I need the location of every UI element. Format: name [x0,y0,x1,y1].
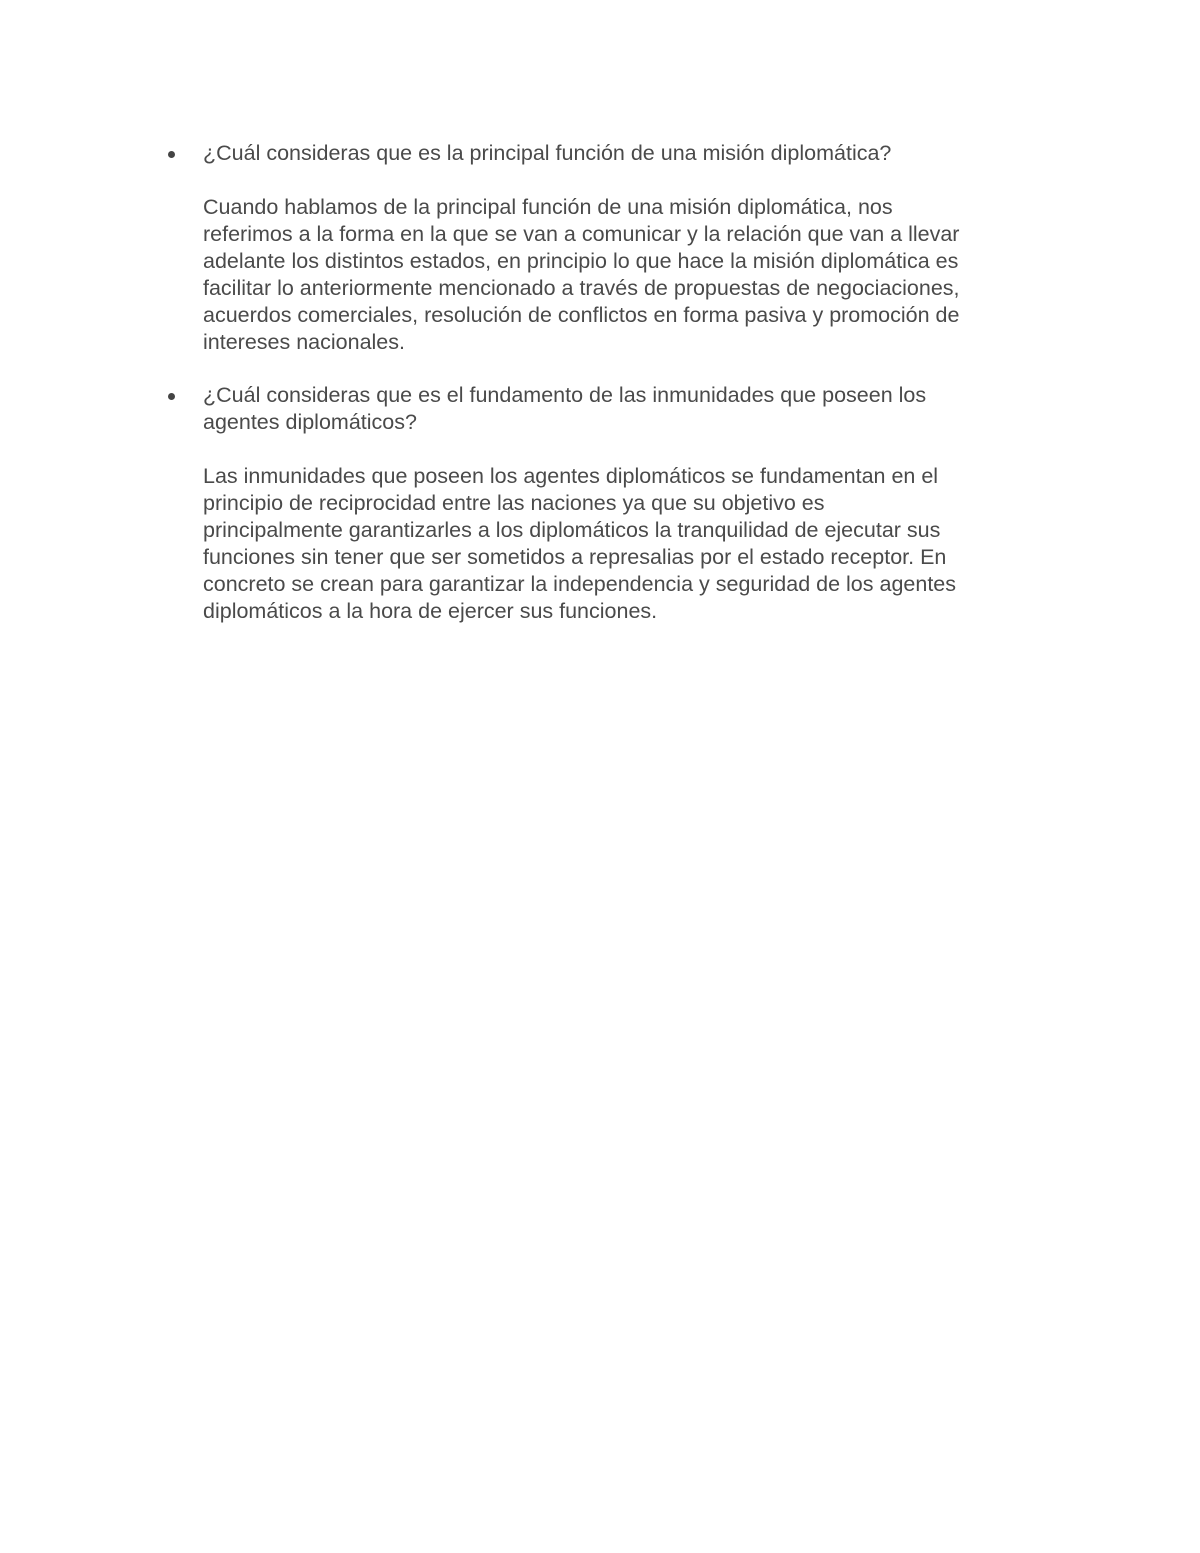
bullet-icon [168,151,175,158]
question-text: ¿Cuál consideras que es la principal función de una misión diplomática? [203,141,892,165]
list-item [162,382,1042,625]
list-item [162,140,1042,356]
answer-text: Las inmunidades que poseen los agentes diplomáticos se fundamentan en el principio de reciprocidad entre las naciones ya que su objetivo es principalmente garantizarles a los diplomáticos la tranquilidad de ejecutar sus funciones sin tener que ser sometidos a represalias por el estado receptor. En concreto se crean para garantizar la independencia y seguridad de los agentes diplomáticos a la hora de ejercer sus funciones. [203,464,956,623]
bullet-icon [168,393,175,400]
answer-text: Cuando hablamos de la principal función de una misión diplomática, nos referimos a la forma en la que se van a comunicar y la relación que van a llevar adelante los distintos estados, en principio lo que hace la misión diplomática es facilitar lo anteriormente mencionado a través de propuestas de negociaciones, acuerdos comerciales, resolución de conflictos en forma pasiva y promoción de intereses nacionales. [203,195,960,354]
question-text: ¿Cuál consideras que es el fundamento de las inmunidades que poseen los agentes diplomáticos? [203,383,927,434]
question-list [162,140,1042,651]
